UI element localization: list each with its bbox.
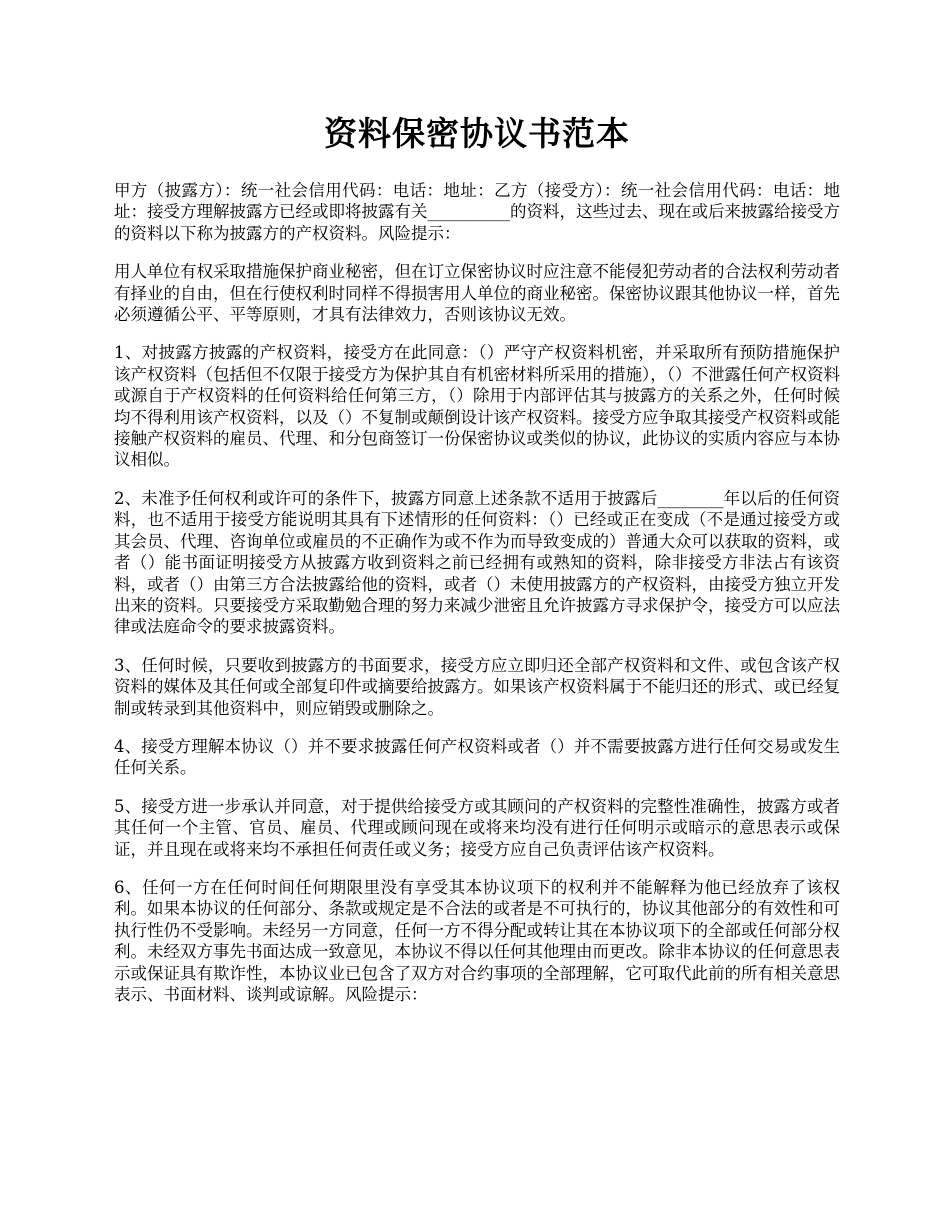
- paragraph-clause-1: 1、对披露方披露的产权资料，接受方在此同意：（）严守产权资料机密，并采取所有预防措施保护该产权资料（包括但不仅限于接受方为保护其自有机密材料所采用的措施），（）不泄露任何产权资料或源自于产权资料的任何资料给任何第三方，（）除用于内部评估其与披露方的关系之外，任何时候均不得利用该产权资料，以及（）不复制或颠倒设计该产权资料。接受方应争取其接受产权资料或能接触产权资料的雇员、代理、和分包商签订一份保密协议或类似的协议，此协议的实质内容应与本协议相似。: [114, 343, 840, 470]
- paragraph-clause-4: 4、接受方理解本协议（）并不要求披露任何产权资料或者（）并不需要披露方进行任何交易或发生任何关系。: [114, 736, 840, 778]
- paragraph-clause-6: 6、任何一方在任何时间任何期限里没有享受其本协议项下的权利并不能解释为他已经放弃了该权利。如果本协议的任何部分、条款或规定是不合法的或者是不可执行的，协议其他部分的有效性和可执行性仍不受影响。未经另一方同意，任何一方不得分配或转让其在本协议项下的全部或任何部分权利。未经双方事先书面达成一致意见，本协议不得以任何其他理由而更改。除非本协议的任何意思表示或保证具有欺诈性，本协议业已包含了双方对合约事项的全部理解，它可取代此前的所有相关意思表示、书面材料、谈判或谅解。风险提示：: [114, 877, 840, 1004]
- paragraph-risk-note: 用人单位有权采取措施保护商业秘密，但在订立保密协议时应注意不能侵犯劳动者的合法权利劳动者有择业的自由，但在行使权利时同样不得损害用人单位的商业秘密。保密协议跟其他协议一样，首先必须遵循公平、平等原则，才具有法律效力，否则该协议无效。: [114, 262, 840, 325]
- paragraph-clause-5: 5、接受方进一步承认并同意，对于提供给接受方或其顾问的产权资料的完整性准确性，披露方或者其任何一个主管、官员、雇员、代理或顾问现在或将来均没有进行任何明示或暗示的意思表示或保证，并且现在或将来均不承担任何责任或义务；接受方应自己负责评估该产权资料。: [114, 796, 840, 859]
- document-page: [114, 110, 840, 1005]
- paragraph-clause-3: 3、任何时候，只要收到披露方的书面要求，接受方应立即归还全部产权资料和文件、或包含该产权资料的媒体及其任何或全部复印件或摘要给披露方。如果该产权资料属于不能归还的形式、或已经复制或转录到其他资料中，则应销毁或删除之。: [114, 655, 840, 718]
- paragraph-parties: 甲方（披露方）：统一社会信用代码：电话：地址：乙方（接受方）：统一社会信用代码：电话：地址：接受方理解披露方已经或即将披露有关__________的资料，这些过去、现在或后来披露给接受方的资料以下称为披露方的产权资料。风险提示：: [114, 181, 840, 243]
- paragraph-clause-2: 2、未准予任何权利或许可的条件下，披露方同意上述条款不适用于披露后________年以后的任何资料，也不适用于接受方能说明其具有下述情形的任何资料：（）已经或正在变成（不是通过接受方或其会员、代理、咨询单位或雇员的不正确作为或不作为而导致变成的）普通大众可以获取的资料，或者（）能书面证明接受方从披露方收到资料之前已经拥有或熟知的资料，除非接受方非法占有该资料，或者（）由第三方合法披露给他的资料，或者（）未使用披露方的产权资料，由接受方独立开发出来的资料。只要接受方采取勤勉合理的努力来减少泄密且允许披露方寻求保护令，接受方可以应法律或法庭命令的要求披露资料。: [114, 488, 840, 637]
- document-title: 资料保密协议书范本: [324, 114, 630, 153]
